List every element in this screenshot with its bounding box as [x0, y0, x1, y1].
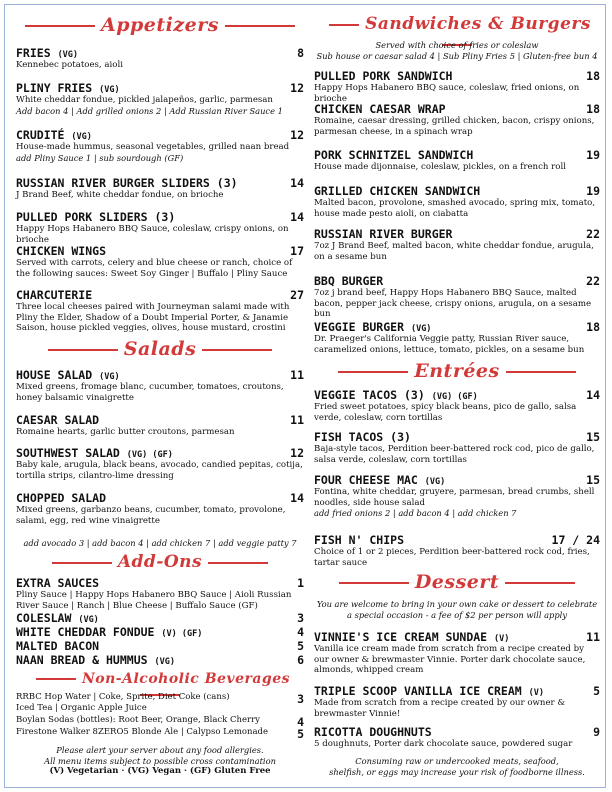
sandwich-note: Served with choice of fries or coleslaw [375, 40, 539, 50]
menu-item: MALTED BACON 5 [16, 639, 304, 653]
beverage-row: Iced Tea | Organic Apple Juice [16, 703, 147, 713]
menu-item: SOUTHWEST SALAD (VG) (GF) 12 Baby kale, arugula, black beans, avocado, candied pepitas, cotija, tortilla strips, cilantro-lime dressing [16, 446, 304, 481]
menu-item: COLESLAW (VG) 3 [16, 611, 304, 625]
salads-heading: Salads [16, 338, 304, 360]
menu-item: CHOPPED SALAD 14 Mixed greens, garbanzo beans, cucumber, tomato, provolone, salami, egg, red wine vinaigrette [16, 491, 304, 526]
menu-item: CHICKEN CAESAR WRAP 18 Romaine, caesar dressing, grilled chicken, bacon, crispy onions, parmesan cheese, in a spinach wrap [314, 102, 600, 137]
menu-item: CAESAR SALAD 11 Romaine hearts, garlic butter croutons, parmesan [16, 413, 304, 437]
menu-item: HOUSE SALAD (VG) 11 Mixed greens, fromage blanc, cucumber, tomatoes, croutons, honey balsamic vinaigrette [16, 368, 304, 403]
foodborne-note: Consuming raw or undercooked meats, seafood, shelfish, or eggs may increase your risk of foodborne illness. [329, 756, 585, 777]
menu-item: RUSSIAN RIVER BURGER SLIDERS (3) 14 J Brand Beef, white cheddar fondue, on brioche [16, 176, 304, 200]
menu-item: VEGGIE TACOS (3) (VG) (GF) 14 Fried sweet potatoes, spicy black beans, pico de gallo, salsa verde, coleslaw, corn tortillas [314, 388, 600, 423]
menu-item: VEGGIE BURGER (VG) 18 Dr. Praeger's California Veggie patty, Russian River sauce, caramelized onions, lettuce, tomato, pickles, on a sesame bun [314, 320, 600, 355]
menu-item: WHITE CHEDDAR FONDUE (V) (GF) 4 [16, 625, 304, 639]
salad-addons: add avocado 3 | add bacon 4 | add chicken 7 | add veggie patty 7 [23, 538, 297, 548]
beverages-heading: Non-Alcoholic Beverages [16, 671, 304, 703]
menu-item: RUSSIAN RIVER BURGER 22 7oz J Brand Beef, malted bacon, white cheddar fondue, arugula, on a sesame bun [314, 227, 600, 262]
menu-item: FOUR CHEESE MAC (VG) 15 Fontina, white cheddar, gruyere, parmesan, bread crumbs, shell noodles, side house salad add fried onions 2 | add bacon 4 | add chicken 7 [314, 473, 600, 518]
menu-item: PULLED PORK SANDWICH 18 Happy Hops Habanero BBQ sauce, coleslaw, fried onions, on brioche [314, 69, 600, 104]
menu-item: PORK SCHNITZEL SANDWICH 19 House made dijonnaise, coleslaw, pickles, on a french roll [314, 148, 600, 172]
dessert-note: You are welcome to bring in your own cake or dessert to celebrate a special occasion - a fee of $2 per person will apply [316, 599, 598, 620]
menu-item: BBQ BURGER 22 7oz j brand beef, Happy Hops Habanero BBQ Sauce, malted bacon, pepper jack cheese, crispy onions, arugula, on a sesame bun [314, 274, 600, 319]
menu-item: FISH TACOS (3) 15 Baja-style tacos, Perdition beer-battered rock cod, pico de gallo, salsa verde, coleslaw, corn tortillas [314, 430, 600, 465]
menu-item: FRIES (VG) 8 Kennebec potatoes, aioli [16, 46, 304, 70]
sandwich-subs: Sub house or caesar salad 4 | Sub Pliny Fries 5 | Gluten-free bun 4 [316, 51, 598, 61]
menu-item: VINNIE'S ICE CREAM SUNDAE (V) 11 Vanilla ice cream made from scratch from a recipe created by our owner & brewmaster Vinnie. Porter dark chocolate sauce, almonds, whipped cream [314, 630, 600, 675]
dessert-heading: Dessert [314, 571, 600, 593]
menu-item: RICOTTA DOUGHNUTS 9 5 doughnuts, Porter dark chocolate sauce, powdered sugar [314, 725, 600, 749]
allergy-note: Please alert your server about any food allergies. All menu items subject to possible cross contamination (V) Vegetarian · (VG) Vegan · (GF) Gluten Free [44, 745, 276, 776]
appetizers-heading: Appetizers [16, 14, 304, 36]
menu-item: TRIPLE SCOOP VANILLA ICE CREAM (V) 5 Made from scratch from a recipe created by our owner & brewmaster Vinnie! [314, 684, 600, 719]
menu-item: FISH N' CHIPS 17 / 24 Choice of 1 or 2 pieces, Perdition beer-battered rock cod, fries, tartar sauce [314, 533, 600, 568]
menu-item: NAAN BREAD & HUMMUS (VG) 6 [16, 653, 304, 667]
beverage-row: Firestone Walker 8ZERO5 Blonde Ale | Calypso Lemonade 5 [16, 727, 304, 741]
menu-item: PLINY FRIES (VG) 12 White cheddar fondue, pickled jalapeños, garlic, parmesan Add bacon 4 | Add grilled onions 2 | Add Russian River Sauce 1 [16, 81, 304, 116]
sandwiches-heading: Sandwiches & Burgers [314, 14, 600, 54]
beverage-row: RRBC Hop Water | Coke, Sprite, Diet Coke (cans) 3 [16, 692, 304, 706]
menu-item: CRUDITÉ (VG) 12 House-made hummus, seasonal vegetables, grilled naan bread add Pliny Sauce 1 | sub sourdough (GF) [16, 128, 304, 163]
addons-heading: Add-Ons [16, 552, 304, 572]
menu-item: PULLED PORK SLIDERS (3) 14 Happy Hops Habanero BBQ Sauce, coleslaw, crispy onions, on brioche [16, 210, 304, 245]
menu-item: GRILLED CHICKEN SANDWICH 19 Malted bacon, provolone, smashed avocado, spring mix, tomato, house made pesto aioli, on ciabatta [314, 184, 600, 219]
menu-item: CHICKEN WINGS 17 Served with carrots, celery and blue cheese or ranch, choice of the following sauces: Sweet Soy Ginger | Buffalo | Pliny Sauce [16, 244, 304, 279]
beverage-row: Boylan Sodas (bottles): Root Beer, Orange, Black Cherry 4 [16, 715, 304, 729]
menu-item: CHARCUTERIE 27 Three local cheeses paired with Journeyman salami made with Pliny the Elder, Shadow of a Doubt Imperial Porter, & Janamie Saison, house pickled veggies, olives, house mustard, crostini [16, 288, 304, 333]
entrees-heading: Entrées [314, 360, 600, 382]
menu-item: EXTRA SAUCES 1 Pliny Sauce | Happy Hops Habanero BBQ Sauce | Aioli Russian River Sauce | Ranch | Blue Cheese | Buffalo Sauce (GF) [16, 576, 304, 611]
